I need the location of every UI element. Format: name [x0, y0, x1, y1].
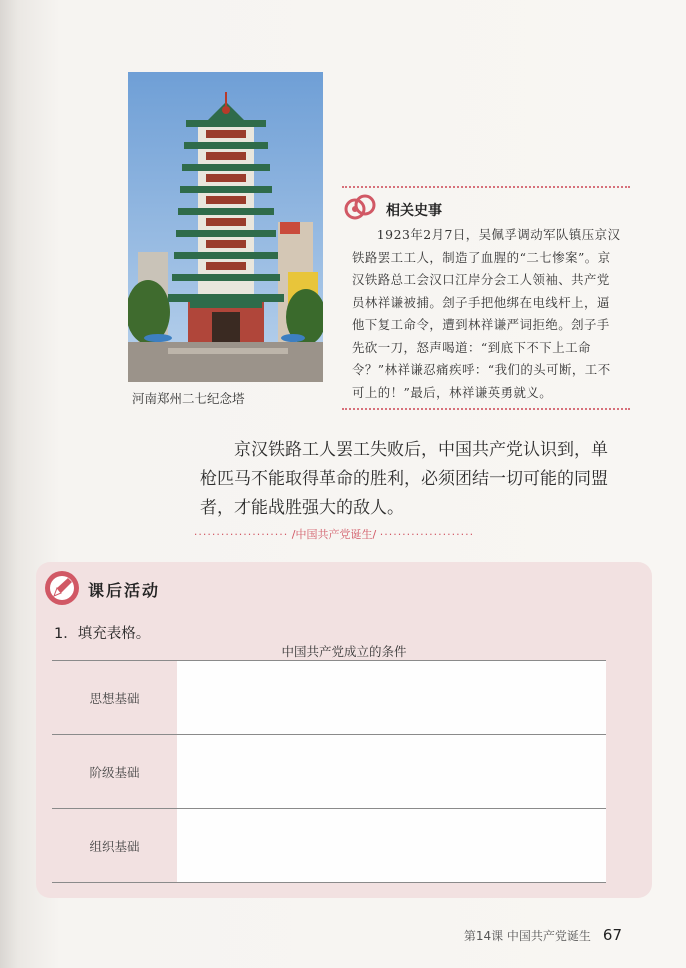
table-caption: 中国共产党成立的条件	[281, 644, 407, 659]
table-row	[52, 808, 606, 882]
pencil-badge-icon	[44, 570, 80, 606]
section-divider-text: /中国共产党诞生/	[291, 528, 377, 541]
row-label-organizational: 组织基础	[52, 809, 177, 882]
related-history-text: 1923年2月7日，吴佩孚调动军队镇压京汉铁路罢工工人，制造了血腥的“二七惨案”。京汉铁路总工会汉口江岸分会工人领袖、共产党员林祥谦被捕。刽子手把他绑在电线杆上，逼他下复工命令，遭到林祥谦严词拒绝。刽子手先砍一刀，怒声喝道：“到底下不下上工命令？”林祥谦忍痛疾呼：“我们的头可断，工不可上的！”最后，林祥谦英勇就义。	[352, 227, 621, 400]
related-history-header	[342, 186, 630, 222]
main-paragraph-text: 京汉铁路工人罢工失败后，中国共产党认识到，单枪匹马不能取得革命的胜利，必须团结一切可能的同盟者，才能战胜强大的敌人。	[200, 440, 608, 518]
divider-dots-left: ·····················	[193, 528, 289, 541]
row-label-ideological: 思想基础	[52, 661, 177, 734]
after-class-activity	[36, 562, 652, 898]
table-row	[52, 661, 606, 734]
page-number: 67	[602, 926, 622, 944]
page-footer	[464, 926, 622, 944]
table-row	[52, 734, 606, 808]
main-paragraph	[200, 436, 610, 523]
activity-question: 1．填充表格。	[54, 626, 151, 642]
related-history-title: 相关史事	[386, 203, 442, 219]
erqi-memorial-tower-photo	[128, 72, 323, 382]
activity-title: 课后活动	[88, 581, 161, 600]
conditions-table	[52, 660, 606, 883]
divider-dots-right: ·····················	[379, 528, 475, 541]
row-label-class: 阶级基础	[52, 735, 177, 808]
lesson-title: 第14课 中国共产党诞生	[463, 929, 591, 943]
answer-cell-class[interactable]	[177, 735, 606, 808]
section-divider	[186, 526, 482, 542]
swirl-logo-icon	[344, 192, 376, 222]
answer-cell-ideological[interactable]	[177, 661, 606, 734]
related-history-divider	[342, 408, 630, 410]
photo-area	[128, 72, 323, 382]
photo-caption: 河南郑州二七纪念塔	[132, 391, 245, 406]
answer-cell-organizational[interactable]	[177, 809, 606, 882]
related-history-box	[342, 186, 630, 410]
